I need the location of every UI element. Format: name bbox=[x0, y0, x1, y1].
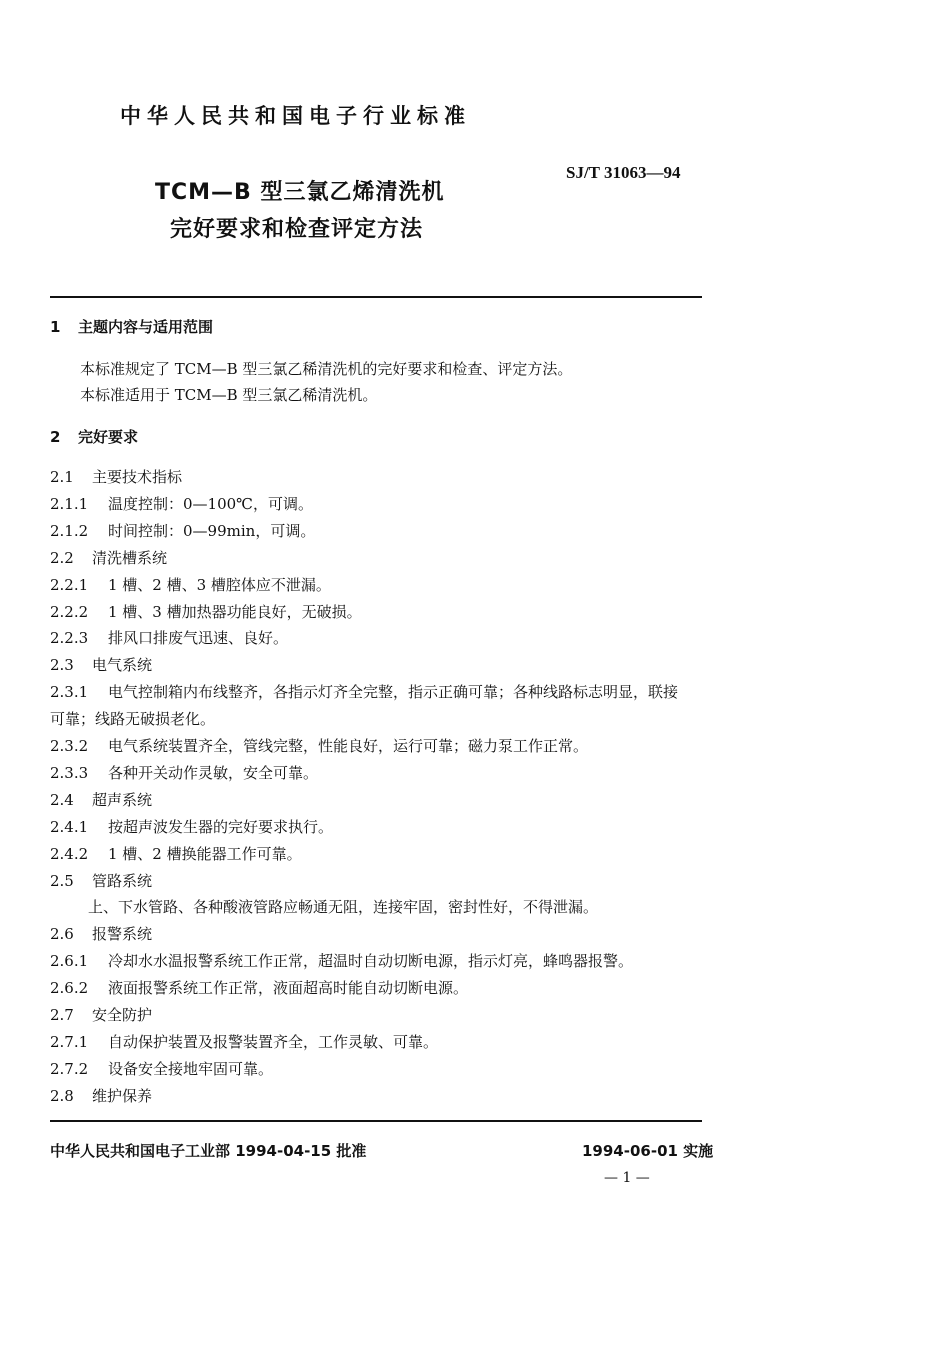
list-item bbox=[50, 466, 182, 487]
item-text: 排风口排废气迅速、良好。 bbox=[108, 629, 289, 647]
list-item bbox=[50, 843, 302, 864]
list-item bbox=[50, 520, 315, 541]
list-item bbox=[50, 762, 318, 783]
section1-paragraph-applicability: 本标准适用于 TCM—B 型三氯乙稀清洗机。 bbox=[80, 386, 378, 404]
item-number: 2.4.2 bbox=[50, 845, 89, 863]
list-item bbox=[50, 601, 362, 622]
list-item bbox=[50, 627, 288, 648]
item-number: 2.3 bbox=[50, 656, 74, 674]
item-text: 冷却水水温报警系统工作正常，超温时自动切断电源，指示灯亮，蜂鸣器报警。 bbox=[108, 952, 634, 970]
list-item bbox=[50, 923, 152, 944]
item-text: 安全防护 bbox=[92, 1006, 153, 1024]
list-item bbox=[88, 896, 598, 917]
item-number: 2.4 bbox=[50, 791, 74, 809]
item-text: 1 槽、2 槽换能器工作可靠。 bbox=[108, 845, 302, 863]
list-item bbox=[50, 870, 152, 891]
list-item bbox=[50, 1031, 438, 1052]
item-text: 1 槽、3 槽加热器功能良好，无破损。 bbox=[108, 603, 362, 621]
item-text: 电气系统 bbox=[92, 656, 153, 674]
section1-number: 1 bbox=[50, 318, 61, 336]
list-item bbox=[50, 1058, 273, 1079]
approval-statement: 中华人民共和国电子工业部 1994-04-15 批准 bbox=[50, 1142, 367, 1160]
item-number: 2.7.1 bbox=[50, 1033, 89, 1051]
footer-divider bbox=[50, 1120, 702, 1122]
item-text: 设备安全接地牢固可靠。 bbox=[108, 1060, 274, 1078]
item-text: 维护保养 bbox=[92, 1087, 153, 1105]
item-number: 2.4.1 bbox=[50, 818, 89, 836]
list-item bbox=[50, 1085, 152, 1106]
item-text: 超声系统 bbox=[92, 791, 153, 809]
item-text: 电气系统装置齐全，管线完整，性能良好，运行可靠；磁力泵工作正常。 bbox=[108, 737, 589, 755]
list-item bbox=[50, 681, 678, 702]
item-text: 清洗槽系统 bbox=[92, 549, 168, 567]
list-item bbox=[50, 708, 215, 729]
item-text: 可靠；线路无破损老化。 bbox=[50, 710, 216, 728]
item-text: 按超声波发生器的完好要求执行。 bbox=[108, 818, 334, 836]
list-item bbox=[50, 654, 152, 675]
item-number: 2.6.2 bbox=[50, 979, 89, 997]
document-title-line1: TCM—B 型三氯乙烯清洗机 bbox=[155, 180, 445, 205]
item-text: 1 槽、2 槽、3 槽腔体应不泄漏。 bbox=[108, 576, 331, 594]
item-text: 自动保护装置及报警装置齐全，工作灵敏、可靠。 bbox=[108, 1033, 439, 1051]
item-text: 液面报警系统工作正常，液面超高时能自动切断电源。 bbox=[108, 979, 469, 997]
standard-code: SJ/T 31063—94 bbox=[566, 163, 681, 182]
list-item bbox=[50, 977, 468, 998]
list-item bbox=[50, 789, 152, 810]
list-item bbox=[50, 950, 633, 971]
item-number: 2.1 bbox=[50, 468, 74, 486]
section2-heading bbox=[50, 426, 138, 447]
implementation-date: 1994-06-01 实施 bbox=[582, 1142, 714, 1160]
list-item bbox=[50, 547, 167, 568]
item-text: 电气控制箱内布线整齐，各指示灯齐全完整，指示正确可靠；各种线路标志明显，联接 bbox=[108, 683, 679, 701]
item-number: 2.6.1 bbox=[50, 952, 89, 970]
item-number: 2.2.2 bbox=[50, 603, 89, 621]
list-item bbox=[50, 735, 588, 756]
section1-title: 主题内容与适用范围 bbox=[78, 318, 214, 336]
list-item bbox=[50, 574, 331, 595]
item-number: 2.2.3 bbox=[50, 629, 89, 647]
item-text: 管路系统 bbox=[92, 872, 153, 890]
item-number: 2.8 bbox=[50, 1087, 74, 1105]
header-divider bbox=[50, 296, 702, 298]
list-item bbox=[50, 1004, 152, 1025]
item-text: 时间控制：0—99min，可调。 bbox=[108, 522, 316, 540]
issuing-organization: 中华人民共和国电子行业标准 bbox=[120, 104, 471, 128]
item-number: 2.2 bbox=[50, 549, 74, 567]
item-text: 温度控制：0—100℃，可调。 bbox=[108, 495, 313, 513]
item-number: 2.2.1 bbox=[50, 576, 89, 594]
list-item bbox=[50, 493, 313, 514]
page-number: — 1 — bbox=[604, 1170, 650, 1186]
item-number: 2.7.2 bbox=[50, 1060, 89, 1078]
item-number: 2.5 bbox=[50, 872, 74, 890]
item-number: 2.3.1 bbox=[50, 683, 89, 701]
list-item bbox=[50, 816, 333, 837]
section1-heading bbox=[50, 316, 213, 337]
document-title-line2: 完好要求和检查评定方法 bbox=[170, 217, 424, 242]
item-text: 各种开关动作灵敏，安全可靠。 bbox=[108, 764, 319, 782]
section2-title: 完好要求 bbox=[78, 428, 139, 446]
section2-number: 2 bbox=[50, 428, 61, 446]
item-number: 2.6 bbox=[50, 925, 74, 943]
item-text: 上、下水管路、各种酸液管路应畅通无阻，连接牢固，密封性好，不得泄漏。 bbox=[88, 898, 599, 916]
section1-paragraph-scope: 本标准规定了 TCM—B 型三氯乙稀清洗机的完好要求和检查、评定方法。 bbox=[80, 360, 573, 378]
item-text: 主要技术指标 bbox=[92, 468, 183, 486]
item-number: 2.3.2 bbox=[50, 737, 89, 755]
item-number: 2.1.1 bbox=[50, 495, 89, 513]
item-number: 2.1.2 bbox=[50, 522, 89, 540]
item-number: 2.3.3 bbox=[50, 764, 89, 782]
item-text: 报警系统 bbox=[92, 925, 153, 943]
item-number: 2.7 bbox=[50, 1006, 74, 1024]
